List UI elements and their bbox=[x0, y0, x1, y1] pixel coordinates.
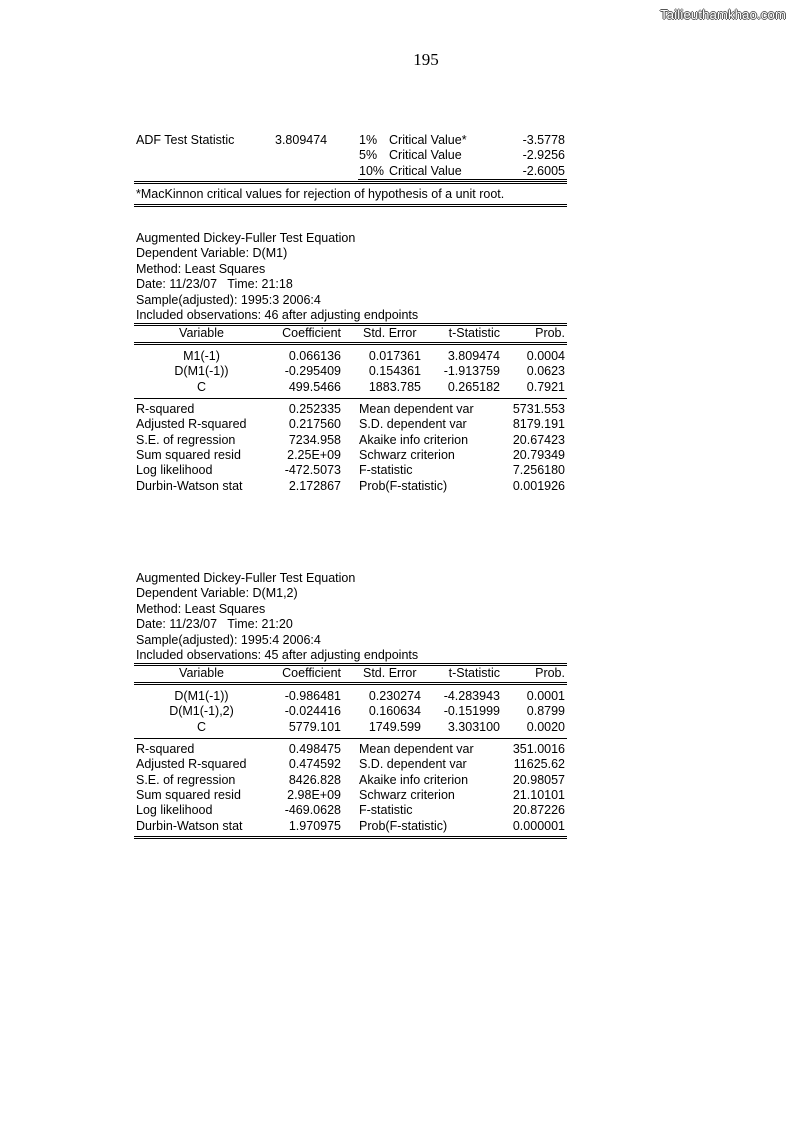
t-statistic: -0.151999 bbox=[443, 704, 500, 719]
std-error: 0.230274 bbox=[368, 688, 421, 703]
cv-value: -2.6005 bbox=[522, 163, 565, 178]
stat-label: Sum squared resid bbox=[136, 448, 241, 463]
cv-label: Critical Value* bbox=[389, 133, 467, 147]
stat-value: -472.5073 bbox=[284, 463, 341, 478]
equation-header bbox=[134, 231, 567, 323]
std-error: 0.160634 bbox=[368, 704, 421, 719]
header-sample: Sample(adjusted): 1995:4 2006:4 bbox=[136, 632, 321, 647]
stat-value: 2.98E+09 bbox=[287, 788, 341, 803]
prob: 0.8799 bbox=[526, 704, 565, 719]
double-rule bbox=[134, 836, 567, 839]
stat-label: Schwarz criterion bbox=[359, 448, 455, 463]
stat-label: Akaike info criterion bbox=[359, 772, 469, 787]
stat-label: Mean dependent var bbox=[359, 741, 474, 756]
double-rule bbox=[134, 204, 567, 207]
t-statistic: 3.303100 bbox=[447, 719, 500, 734]
header-sample: Sample(adjusted): 1995:3 2006:4 bbox=[136, 292, 321, 307]
stats-row bbox=[134, 463, 567, 478]
cv-level: 5% bbox=[359, 148, 378, 163]
coef-row bbox=[134, 349, 567, 364]
col-std-error: Std. Error bbox=[363, 326, 417, 341]
col-variable: Variable bbox=[179, 326, 224, 341]
stat-value: 20.79349 bbox=[512, 448, 565, 463]
col-coefficient: Coefficient bbox=[282, 326, 341, 341]
col-prob: Prob. bbox=[535, 666, 565, 681]
stat-label: F-statistic bbox=[359, 463, 413, 478]
double-rule bbox=[134, 181, 567, 184]
prob: 0.0020 bbox=[526, 719, 565, 734]
stat-label: S.E. of regression bbox=[136, 772, 236, 787]
coef-row bbox=[134, 720, 567, 735]
equation-header bbox=[134, 571, 567, 663]
stats-row bbox=[134, 448, 567, 463]
t-statistic: -4.283943 bbox=[443, 688, 500, 703]
cv-value: -3.5778 bbox=[522, 133, 565, 147]
adf-stat-label: ADF Test Statistic bbox=[136, 133, 235, 147]
stat-label: Schwarz criterion bbox=[359, 788, 455, 803]
prob: 0.0001 bbox=[526, 688, 565, 703]
stat-value: 0.000001 bbox=[512, 818, 565, 833]
mackinnon-note: *MacKinnon critical values for rejection of hypothesis of a unit root. bbox=[136, 187, 505, 202]
coefficient: -0.295409 bbox=[284, 364, 341, 379]
adf-stat-value: 3.809474 bbox=[275, 133, 328, 147]
prob: 0.0004 bbox=[526, 348, 565, 363]
coefficient: -0.986481 bbox=[284, 688, 341, 703]
stat-value: 0.217560 bbox=[288, 417, 341, 432]
header-date: Date: 11/23/07 Time: 21:18 bbox=[136, 277, 293, 292]
stats-row bbox=[134, 788, 567, 803]
col-std-error: Std. Error bbox=[363, 666, 417, 681]
equation-block-1 bbox=[134, 231, 567, 494]
stat-label: S.D. dependent var bbox=[359, 417, 467, 432]
stat-label: R-squared bbox=[136, 401, 195, 416]
header-dependent-variable: Dependent Variable: D(M1,2) bbox=[136, 586, 298, 601]
prob: 0.0623 bbox=[526, 364, 565, 379]
stat-label: Sum squared resid bbox=[136, 788, 241, 803]
variable-name: C bbox=[196, 719, 207, 734]
stat-label: Prob(F-statistic) bbox=[359, 478, 448, 493]
std-error: 1749.599 bbox=[368, 719, 421, 734]
stats-row bbox=[134, 479, 567, 494]
stats-row bbox=[134, 433, 567, 448]
header-observations: Included observations: 45 after adjusting endpoints bbox=[136, 647, 419, 662]
col-t-statistic: t-Statistic bbox=[448, 666, 500, 681]
coefficient: 499.5466 bbox=[288, 379, 341, 394]
t-statistic: 3.809474 bbox=[447, 348, 500, 363]
stat-value: 7234.958 bbox=[288, 432, 341, 447]
col-prob: Prob. bbox=[535, 326, 565, 341]
coef-row bbox=[134, 380, 567, 395]
stat-label: Akaike info criterion bbox=[359, 432, 469, 447]
column-headers bbox=[134, 666, 567, 681]
stat-value: 8426.828 bbox=[288, 772, 341, 787]
variable-name: M1(-1) bbox=[183, 348, 220, 363]
header-dependent-variable: Dependent Variable: D(M1) bbox=[136, 246, 288, 261]
stats-row bbox=[134, 402, 567, 417]
stat-value: 20.87226 bbox=[512, 803, 565, 818]
stat-label: Durbin-Watson stat bbox=[136, 818, 243, 833]
variable-name: D(M1(-1),2) bbox=[169, 704, 234, 719]
stat-value: 1.970975 bbox=[288, 818, 341, 833]
stats-row bbox=[134, 819, 567, 834]
coefficient: -0.024416 bbox=[284, 704, 341, 719]
stat-label: Adjusted R-squared bbox=[136, 757, 247, 772]
stat-value: 0.474592 bbox=[288, 757, 341, 772]
std-error: 0.017361 bbox=[368, 348, 421, 363]
stat-value: 21.10101 bbox=[512, 788, 565, 803]
stat-label: Log likelihood bbox=[136, 803, 213, 818]
stats-row bbox=[134, 757, 567, 772]
prob: 0.7921 bbox=[526, 379, 565, 394]
column-headers bbox=[134, 326, 567, 341]
stat-value: 7.256180 bbox=[512, 463, 565, 478]
variable-name: D(M1(-1)) bbox=[174, 364, 229, 379]
stat-value: 0.252335 bbox=[288, 401, 341, 416]
col-t-statistic: t-Statistic bbox=[448, 326, 500, 341]
header-date: Date: 11/23/07 Time: 21:20 bbox=[136, 617, 293, 632]
stat-label: Mean dependent var bbox=[359, 401, 474, 416]
stat-value: 5731.553 bbox=[512, 401, 565, 416]
header-title: Augmented Dickey-Fuller Test Equation bbox=[136, 231, 356, 245]
header-method: Method: Least Squares bbox=[136, 261, 266, 276]
cv-level: 10% bbox=[359, 163, 385, 178]
stat-label: Log likelihood bbox=[136, 463, 213, 478]
coef-row bbox=[134, 704, 567, 719]
stat-value: 20.67423 bbox=[512, 432, 565, 447]
header-method: Method: Least Squares bbox=[136, 601, 266, 616]
stat-label: F-statistic bbox=[359, 803, 413, 818]
adf-test-block bbox=[134, 133, 567, 207]
stat-value: 11625.62 bbox=[513, 757, 565, 772]
stats-row bbox=[134, 803, 567, 818]
variable-name: C bbox=[196, 379, 207, 394]
t-statistic: -1.913759 bbox=[443, 364, 500, 379]
stat-value: 2.25E+09 bbox=[287, 448, 341, 463]
stat-label: Durbin-Watson stat bbox=[136, 478, 243, 493]
adf-row-3 bbox=[134, 164, 567, 179]
header-observations: Included observations: 46 after adjusting endpoints bbox=[136, 307, 419, 322]
stat-value: 2.172867 bbox=[288, 478, 341, 493]
cv-level: 1% bbox=[359, 133, 378, 147]
stats-row bbox=[134, 742, 567, 757]
stat-value: 0.001926 bbox=[512, 478, 565, 493]
coefficient: 5779.101 bbox=[288, 719, 341, 734]
t-statistic: 0.265182 bbox=[447, 379, 500, 394]
stat-label: R-squared bbox=[136, 741, 195, 756]
stat-value: 20.98057 bbox=[512, 772, 565, 787]
coef-row bbox=[134, 364, 567, 379]
stat-value: 0.498475 bbox=[288, 741, 341, 756]
stat-label: Adjusted R-squared bbox=[136, 417, 247, 432]
watermark: Tailieuthamkhao.com bbox=[660, 7, 786, 22]
cv-label: Critical Value bbox=[389, 148, 462, 163]
col-variable: Variable bbox=[179, 666, 224, 681]
page-number: 195 bbox=[413, 50, 439, 69]
cv-label: Critical Value bbox=[389, 163, 462, 178]
header-title: Augmented Dickey-Fuller Test Equation bbox=[136, 571, 356, 585]
stat-label: Prob(F-statistic) bbox=[359, 818, 448, 833]
stat-value: -469.0628 bbox=[284, 803, 341, 818]
variable-name: D(M1(-1)) bbox=[174, 688, 229, 703]
stat-value: 351.0016 bbox=[512, 741, 565, 756]
stat-label: S.E. of regression bbox=[136, 432, 236, 447]
stat-label: S.D. dependent var bbox=[359, 757, 467, 772]
std-error: 0.154361 bbox=[368, 364, 421, 379]
coefficient: 0.066136 bbox=[288, 348, 341, 363]
stats-row bbox=[134, 417, 567, 432]
adf-row-2 bbox=[134, 148, 567, 163]
std-error: 1883.785 bbox=[368, 379, 421, 394]
coef-row bbox=[134, 689, 567, 704]
stats-row bbox=[134, 773, 567, 788]
cv-value: -2.9256 bbox=[522, 148, 565, 163]
equation-block-2 bbox=[134, 571, 567, 839]
rule bbox=[358, 179, 567, 180]
adf-row-1 bbox=[134, 133, 567, 148]
col-coefficient: Coefficient bbox=[282, 666, 341, 681]
stat-value: 8179.191 bbox=[512, 417, 565, 432]
